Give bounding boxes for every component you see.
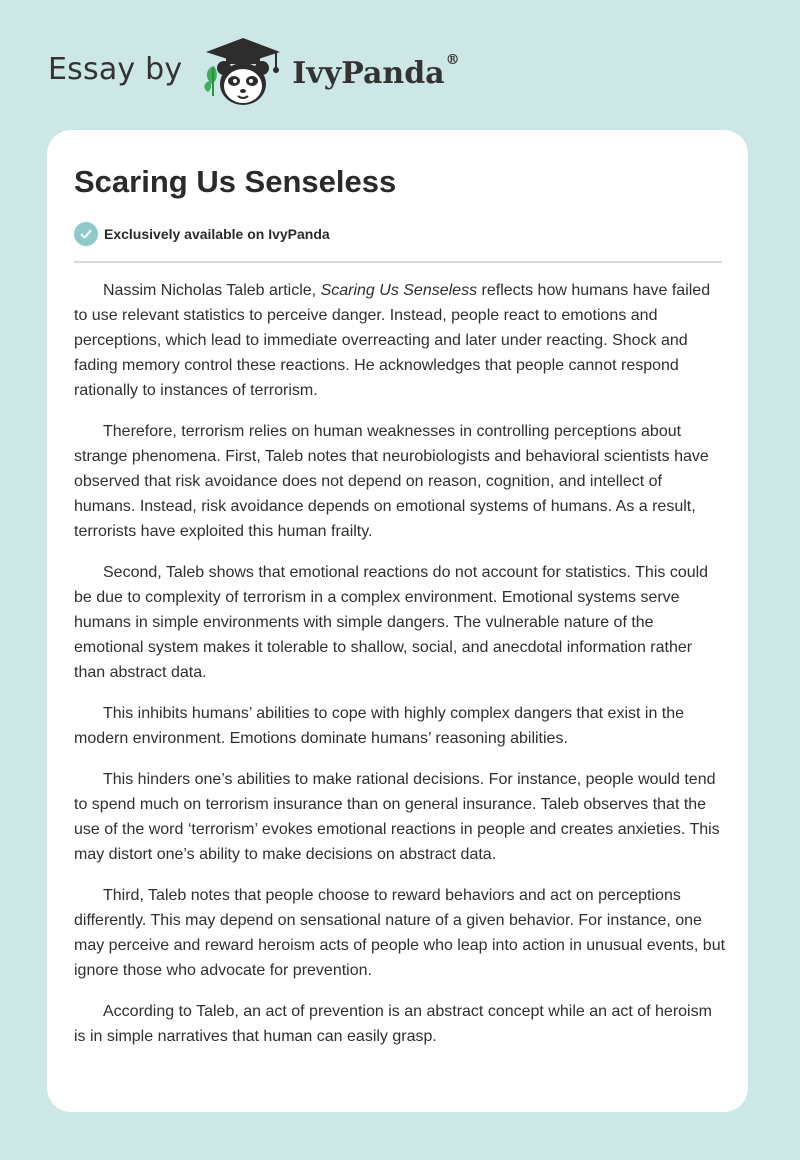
paragraph: Therefore, terrorism relies on human weaknesses in controlling perceptions about strange phenomena. First, Taleb notes that neurobiologists and behavioral scientists have observed that risk avoidance does not depend on reason, cognition, and intellect of humans. Instead, risk avoidance depends on emotional systems of humans. As a result, terrorists have exploited this human frailty. (74, 423, 709, 540)
essay-body (74, 278, 726, 1065)
paragraph: This hinders one’s abilities to make rational decisions. For instance, people would tend to spend much on terrorism insurance than on general insurance. Taleb observes that the use of the word ‘terrorism’ evokes emotional reactions in people and creates anxieties. This may distort one’s ability to make decisions on abstract data. (74, 771, 720, 863)
exclusive-badge (74, 222, 330, 246)
paragraph: Second, Taleb shows that emotional reactions do not account for statistics. This could be due to complexity of terrorism in a complex environment. Emotional systems serve humans in simple environments with simple dangers. The vulnerable nature of the emotional system makes it tolerable to shallow, social, and anecdotal information rather than abstract data. (74, 564, 709, 681)
paragraph: Third, Taleb notes that people choose to reward behaviors and act on perceptions differently. This may depend on sensational nature of a given behavior. For instance, one may perceive and reward heroism acts of people who leap into action in unusual events, but ignore those who advocate for prevention. (74, 887, 726, 979)
essay-card (47, 130, 748, 1112)
paragraph: This inhibits humans’ abilities to cope with highly complex dangers that exist in the modern environment. Emotions dominate humans’ reasoning abilities. (74, 705, 685, 747)
registered-mark: ® (445, 51, 460, 68)
paragraph: Nassim Nicholas Taleb article, Scaring Us Senseless reflects how humans have failed to use relevant statistics to perceive danger. Instead, people react to emotions and perceptions, which lead to immediate overreacting and later under reacting. Shock and fading memory control these reactions. He acknowledges that people cannot respond rationally to instances of terrorism. (74, 282, 711, 399)
article-title-italic: Scaring Us Senseless (320, 282, 478, 299)
panda-graduation-cap-icon[interactable] (198, 34, 288, 110)
exclusive-label: Exclusively available on IvyPanda (104, 226, 330, 242)
divider (74, 261, 722, 263)
page-title: Scaring Us Senseless (74, 164, 397, 199)
paragraph: According to Taleb, an act of prevention is an abstract concept while an act of heroism is in simple narratives that human can easily grasp. (74, 1003, 712, 1045)
check-circle-icon (74, 222, 98, 246)
site-header (48, 34, 460, 110)
essay-by-label: Essay by (48, 51, 183, 87)
brand-name[interactable]: IvyPanda® (292, 51, 460, 91)
